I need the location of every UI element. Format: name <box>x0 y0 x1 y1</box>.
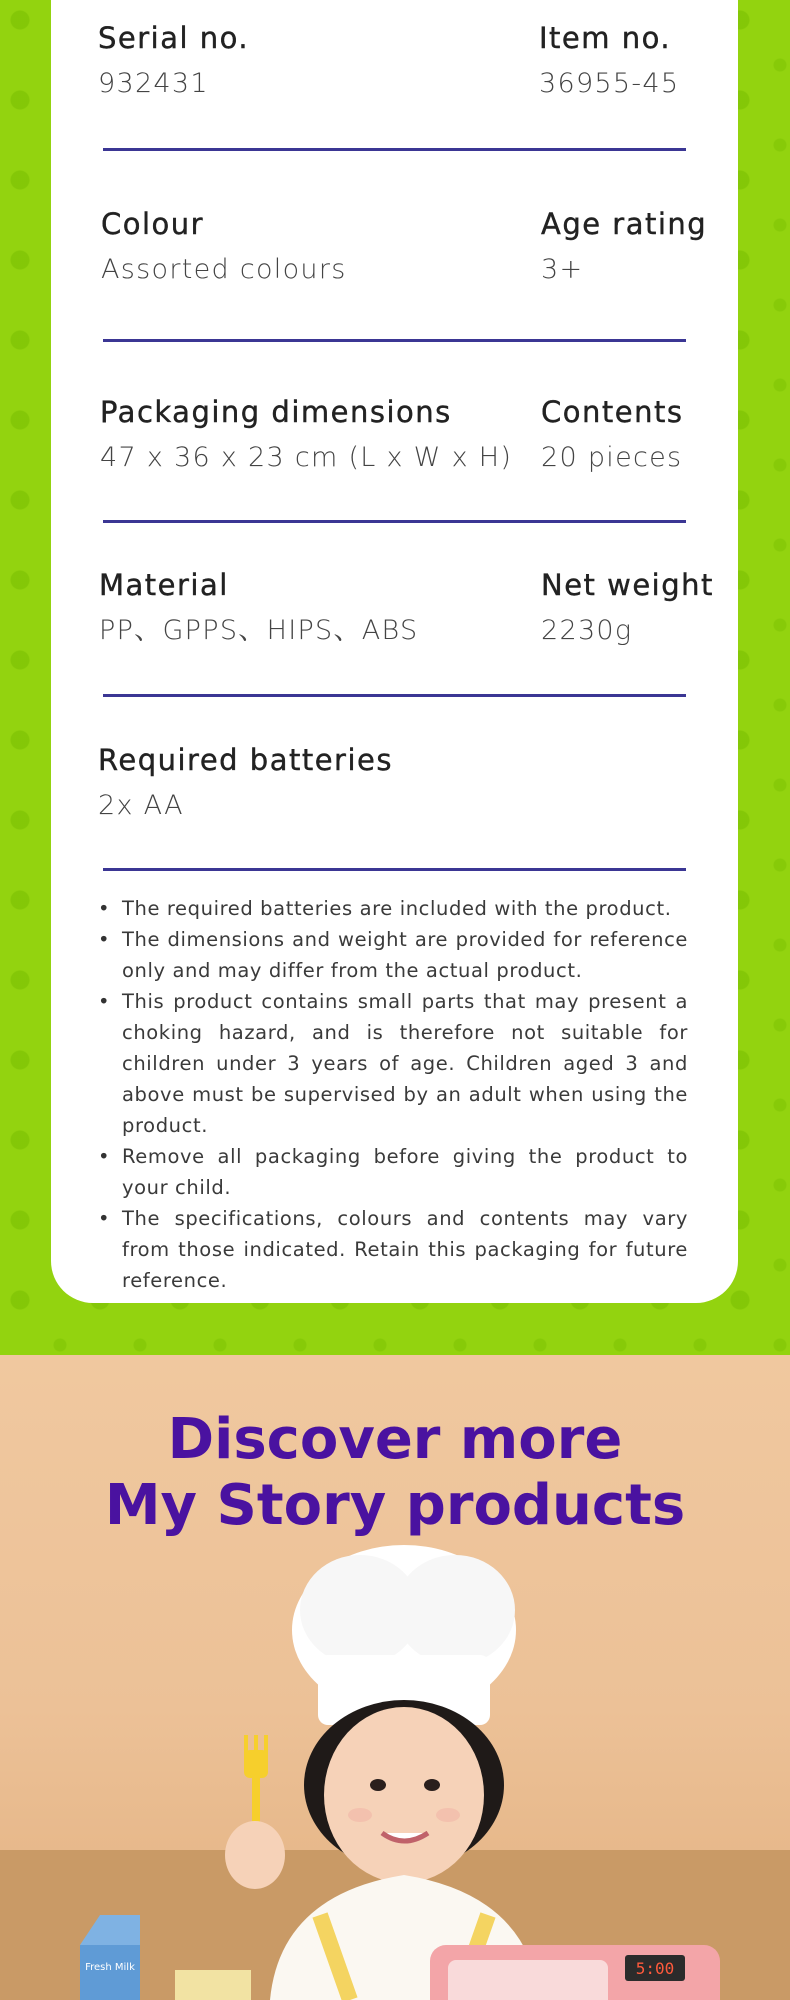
milk-carton-label: Fresh Milk <box>85 1962 135 1973</box>
contents-value: 20 pieces <box>541 442 683 473</box>
note-item: • Remove all packaging before giving the product to your child. <box>96 1141 688 1203</box>
promo-section <box>0 1355 790 2000</box>
batteries-value: 2x AA <box>98 790 184 821</box>
divider <box>103 339 686 342</box>
serial-value: 932431 <box>98 68 209 99</box>
cereal-box <box>175 1970 251 2000</box>
batteries-label: Required batteries <box>98 743 393 777</box>
contents-field <box>541 394 683 476</box>
child-face <box>324 1707 484 1883</box>
material-value: PP、GPPS、HIPS、ABS <box>99 615 419 646</box>
note-item: • The specifications, colours and contents may vary from those indicated. Retain this packaging for future reference. <box>96 1203 688 1296</box>
batteries-field <box>98 742 393 824</box>
contents-label: Contents <box>541 395 684 429</box>
age-label: Age rating <box>541 207 708 241</box>
serial-label: Serial no. <box>98 21 250 55</box>
item-label: Item no. <box>539 21 672 55</box>
note-item: • This product contains small parts that may present a choking hazard, and is therefore not suitable for children under 3 years of age. Children aged 3 and above must be supervised by an adult when using the product. <box>96 986 688 1141</box>
colour-value: Assorted colours <box>101 254 347 285</box>
item-field <box>539 20 679 102</box>
microwave-display: 5:00 <box>635 1959 675 1978</box>
divider <box>103 148 686 151</box>
packaging-value: 47 x 36 x 23 cm (L x W x H) <box>100 442 513 473</box>
divider <box>103 694 686 697</box>
serial-field <box>98 20 249 102</box>
divider <box>103 520 686 523</box>
child-hand <box>225 1821 285 1889</box>
colour-label: Colour <box>101 207 205 241</box>
item-value: 36955-45 <box>539 68 680 99</box>
age-field <box>541 206 707 288</box>
colour-field <box>101 206 347 288</box>
age-value: 3+ <box>541 254 584 285</box>
headline-line-2: My Story products <box>104 1473 686 1538</box>
notes-list <box>96 893 688 1296</box>
material-field <box>99 567 419 649</box>
packaging-label: Packaging dimensions <box>100 395 452 429</box>
promo-illustration <box>0 1355 790 2000</box>
microwave-icon <box>430 1945 720 2000</box>
note-item: • The required batteries are included with the product. <box>96 893 688 924</box>
note-item: • The dimensions and weight are provided for reference only and may differ from the actual product. <box>96 924 688 986</box>
headline-line-1: Discover more <box>167 1407 623 1472</box>
weight-value: 2230g <box>541 615 633 646</box>
chef-hat-icon <box>292 1545 516 1725</box>
weight-label: Net weight <box>541 568 714 602</box>
packaging-field <box>100 394 512 476</box>
weight-field <box>541 567 714 649</box>
material-label: Material <box>99 568 229 602</box>
divider <box>103 868 686 871</box>
